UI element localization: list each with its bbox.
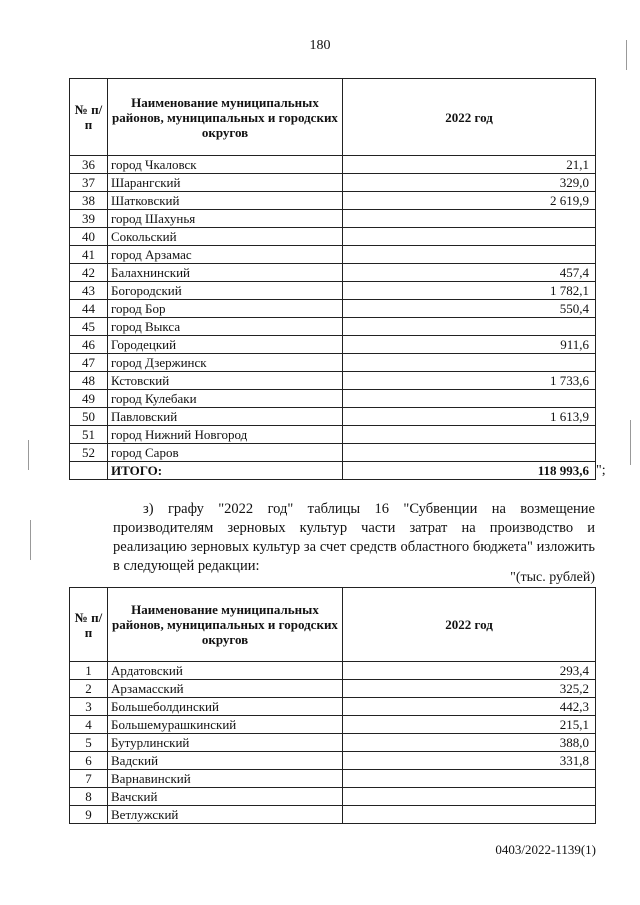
binding-mark xyxy=(30,520,31,560)
document-code: 0403/2022-1139(1) xyxy=(495,842,596,857)
year-value: 215,1 xyxy=(343,716,596,734)
row-number: 45 xyxy=(70,318,108,336)
row-number: 2 xyxy=(70,680,108,698)
row-number: 49 xyxy=(70,390,108,408)
district-name: Городецкий xyxy=(108,336,343,354)
table-row xyxy=(70,246,596,264)
header-year: 2022 год xyxy=(343,79,596,156)
table-row xyxy=(70,228,596,246)
row-number: 39 xyxy=(70,210,108,228)
district-name: Кстовский xyxy=(108,372,343,390)
year-value xyxy=(343,390,596,408)
district-name: Вачский xyxy=(108,788,343,806)
header-num: № п/п xyxy=(70,79,108,156)
year-value xyxy=(343,770,596,788)
table-row xyxy=(70,444,596,462)
district-name: Большемурашкинский xyxy=(108,716,343,734)
table-row xyxy=(70,300,596,318)
row-number: 1 xyxy=(70,662,108,680)
table-row xyxy=(70,716,596,734)
total-label: ИТОГО: xyxy=(108,462,343,480)
row-number: 37 xyxy=(70,174,108,192)
year-value xyxy=(343,210,596,228)
row-number: 36 xyxy=(70,156,108,174)
year-value xyxy=(343,806,596,824)
district-name: Большеболдинский xyxy=(108,698,343,716)
row-number: 9 xyxy=(70,806,108,824)
table-row xyxy=(70,192,596,210)
district-name: Шарангский xyxy=(108,174,343,192)
district-name: Богородский xyxy=(108,282,343,300)
table-row xyxy=(70,282,596,300)
row-number: 51 xyxy=(70,426,108,444)
amendment-paragraph xyxy=(113,500,595,576)
table-row xyxy=(70,680,596,698)
table-row xyxy=(70,788,596,806)
year-value: 2 619,9 xyxy=(343,192,596,210)
year-value: 1 782,1 xyxy=(343,282,596,300)
year-value: 325,2 xyxy=(343,680,596,698)
table-row xyxy=(70,390,596,408)
row-number: 38 xyxy=(70,192,108,210)
district-name: город Саров xyxy=(108,444,343,462)
district-name: Бутурлинский xyxy=(108,734,343,752)
table-row xyxy=(70,426,596,444)
binding-mark xyxy=(28,440,29,470)
year-value: 1 613,9 xyxy=(343,408,596,426)
year-value xyxy=(343,246,596,264)
year-value xyxy=(343,228,596,246)
row-number: 6 xyxy=(70,752,108,770)
row-number: 46 xyxy=(70,336,108,354)
row-number: 3 xyxy=(70,698,108,716)
paragraph-text: з) графу "2022 год" таблицы 16 "Субвенции на возмещение производителям зерновых культур части затрат на производство и реализацию зерновых культур за счет средств областного бюджета" изложить в следующей редакции: xyxy=(113,501,595,574)
row-number: 43 xyxy=(70,282,108,300)
table-row xyxy=(70,318,596,336)
row-number: 42 xyxy=(70,264,108,282)
year-value: 21,1 xyxy=(343,156,596,174)
row-number: 47 xyxy=(70,354,108,372)
binding-mark xyxy=(630,420,631,465)
district-name: Вадский xyxy=(108,752,343,770)
year-value: 911,6 xyxy=(343,336,596,354)
total-value: 118 993,6 xyxy=(343,462,596,480)
header-name: Наименование муниципальных районов, муниципальных и городских округов xyxy=(108,79,343,156)
district-name: город Бор xyxy=(108,300,343,318)
total-empty-cell xyxy=(70,462,108,480)
table-row xyxy=(70,336,596,354)
row-number: 50 xyxy=(70,408,108,426)
header-num: № п/п xyxy=(70,588,108,662)
district-name: город Нижний Новгород xyxy=(108,426,343,444)
year-value: 329,0 xyxy=(343,174,596,192)
row-number: 52 xyxy=(70,444,108,462)
district-name: город Шахунья xyxy=(108,210,343,228)
year-value: 550,4 xyxy=(343,300,596,318)
year-value: 1 733,6 xyxy=(343,372,596,390)
year-value xyxy=(343,426,596,444)
year-value: 293,4 xyxy=(343,662,596,680)
row-number: 48 xyxy=(70,372,108,390)
district-name: город Арзамас xyxy=(108,246,343,264)
row-number: 8 xyxy=(70,788,108,806)
district-name: Балахнинский xyxy=(108,264,343,282)
district-name: Ардатовский xyxy=(108,662,343,680)
header-year: 2022 год xyxy=(343,588,596,662)
table-row xyxy=(70,734,596,752)
district-name: город Чкаловск xyxy=(108,156,343,174)
year-value: 388,0 xyxy=(343,734,596,752)
table-2 xyxy=(69,587,596,824)
row-number: 44 xyxy=(70,300,108,318)
total-row xyxy=(70,462,596,480)
district-name: Павловский xyxy=(108,408,343,426)
binding-mark xyxy=(626,40,627,70)
page-number: 180 xyxy=(309,38,331,53)
district-name: Арзамасский xyxy=(108,680,343,698)
table-row xyxy=(70,770,596,788)
table-row xyxy=(70,210,596,228)
district-name: Сокольский xyxy=(108,228,343,246)
year-value xyxy=(343,318,596,336)
row-number: 5 xyxy=(70,734,108,752)
district-name: Варнавинский xyxy=(108,770,343,788)
header-name: Наименование муниципальных районов, муниципальных и городских округов xyxy=(108,588,343,662)
row-number: 41 xyxy=(70,246,108,264)
district-name: город Дзержинск xyxy=(108,354,343,372)
year-value xyxy=(343,444,596,462)
closing-quote: "; xyxy=(596,463,606,478)
table-row xyxy=(70,752,596,770)
row-number: 4 xyxy=(70,716,108,734)
year-value: 331,8 xyxy=(343,752,596,770)
table-row xyxy=(70,174,596,192)
table-row xyxy=(70,354,596,372)
district-name: город Кулебаки xyxy=(108,390,343,408)
table-row xyxy=(70,156,596,174)
table-row xyxy=(70,698,596,716)
district-name: город Выкса xyxy=(108,318,343,336)
table-1 xyxy=(69,78,596,480)
table-row xyxy=(70,806,596,824)
district-name: Ветлужский xyxy=(108,806,343,824)
units-label: "(тыс. рублей) xyxy=(510,570,595,585)
year-value: 457,4 xyxy=(343,264,596,282)
row-number: 7 xyxy=(70,770,108,788)
table-row xyxy=(70,264,596,282)
table-row xyxy=(70,408,596,426)
year-value xyxy=(343,354,596,372)
year-value: 442,3 xyxy=(343,698,596,716)
year-value xyxy=(343,788,596,806)
row-number: 40 xyxy=(70,228,108,246)
district-name: Шатковский xyxy=(108,192,343,210)
table-row xyxy=(70,372,596,390)
table-row xyxy=(70,662,596,680)
